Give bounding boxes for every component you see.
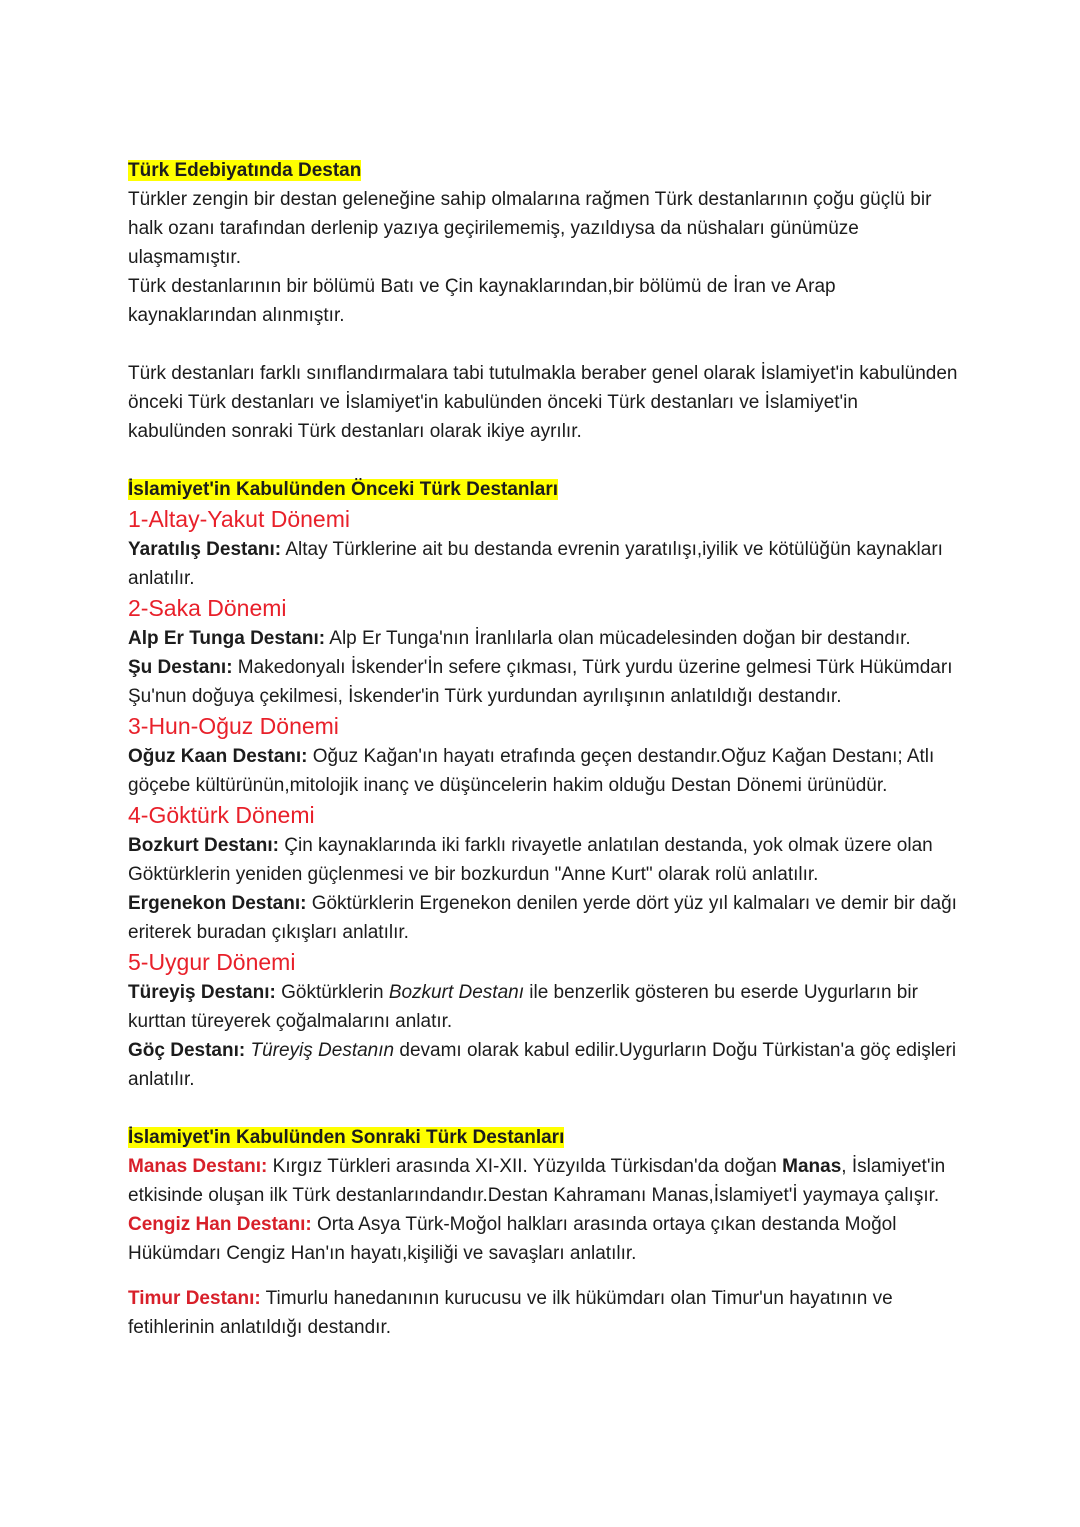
epic-italic-ref: Bozkurt Destanı xyxy=(388,982,524,1003)
epic-ergenekon xyxy=(128,889,958,947)
epic-text: Çin kaynaklarında iki farklı rivayetle anlatılan destanda, yok olmak üzere olan Göktürklerin yeniden güçlenmesi ve bir bozkurdun "Anne Kurt" olarak rolü anlatılır. xyxy=(128,835,933,885)
post-islam-heading: İslamiyet'in Kabulünden Sonraki Türk Destanları xyxy=(128,1127,565,1148)
epic-text: Göktürklerin xyxy=(275,982,389,1003)
intro-paragraph-2: Türk destanlarının bir bölümü Batı ve Çin kaynaklarından,bir bölümü de İran ve Arap kaynaklarından alınmıştır. xyxy=(128,276,836,326)
epic-title: Türeyiş Destanı: xyxy=(128,982,276,1003)
epic-oguz-kaan xyxy=(128,742,958,800)
epic-text: , İslamiyet'in etkisinde oluşan ilk Türk destanlarındandır.Destan Kahramanı Manas,İslamiyet'İ yaymaya çalışır. xyxy=(128,1156,946,1206)
epic-text: Altay Türklerine ait bu destanda evrenin yaratılışı,iyilik ve kötülüğün kaynakları anlatılır. xyxy=(128,539,943,589)
epic-su xyxy=(128,653,958,711)
document-title: Türk Edebiyatında Destan xyxy=(128,160,362,181)
epic-bozkurt xyxy=(128,831,958,889)
epic-title: Alp Er Tunga Destanı: xyxy=(128,628,326,649)
period-heading-gokturk: 4-Göktürk Dönemi xyxy=(128,802,315,828)
epic-title: Timur Destanı: xyxy=(128,1288,261,1309)
intro-paragraph-1: Türkler zengin bir destan geleneğine sahip olmalarına rağmen Türk destanlarının çoğu güçlü bir halk ozanı tarafından derlenip yazıya geçirilememiş, yazıldıysa da nüshaları günümüze ulaşmamıştır. xyxy=(128,189,932,268)
epic-text: Alp Er Tunga'nın İranlılarla olan mücadelesinden doğan bir destandır. xyxy=(325,628,911,649)
epic-title: Yaratılış Destanı: xyxy=(128,539,282,560)
epic-text: Orta Asya Türk-Moğol halkları arasında ortaya çıkan destanda Moğol Hükümdarı Cengiz Han'ın hayatı,kişiliği ve savaşları anlatılır. xyxy=(128,1214,897,1264)
intro-paragraph-3: Türk destanları farklı sınıflandırmalara tabi tutulmakla beraber genel olarak İslamiyet'in kabulünden önceki Türk destanları ve İslamiyet'in kabulünden önceki Türk destanları ve İslamiyet'in kabulünden sonraki Türk destanları olarak ikiye ayrılır. xyxy=(128,363,958,442)
epic-title: Şu Destanı: xyxy=(128,657,233,678)
epic-bold-ref: Manas xyxy=(782,1156,842,1177)
period-heading-hun-oguz: 3-Hun-Oğuz Dönemi xyxy=(128,713,339,739)
epic-tureyis xyxy=(128,978,958,1036)
epic-text: devamı olarak kabul edilir.Uygurların Doğu Türkistan'a göç edişleri anlatılır. xyxy=(128,1040,957,1090)
epic-italic-ref: Türeyiş Destanın xyxy=(250,1040,395,1061)
document-page xyxy=(128,156,958,1342)
epic-title: Bozkurt Destanı: xyxy=(128,835,279,856)
epic-text: Oğuz Kağan'ın hayatı etrafında geçen destandır.Oğuz Kağan Destanı; Atlı göçebe kültürünün,mitolojik inanç ve düşüncelerin hakim olduğu Destan Dönemi ürünüdür. xyxy=(128,746,935,796)
epic-text: Kırgız Türkleri arasında XI-XII. Yüzyılda Türkisdan'da doğan xyxy=(267,1156,783,1177)
epic-title: Göç Destanı: xyxy=(128,1040,246,1061)
period-heading-saka: 2-Saka Dönemi xyxy=(128,595,287,621)
epic-title: Manas Destanı: xyxy=(128,1156,268,1177)
epic-alp-er-tunga xyxy=(128,624,958,653)
epic-text: Timurlu hanedanının kurucusu ve ilk hükümdarı olan Timur'un hayatının ve fetihlerinin anlatıldığı destandır. xyxy=(128,1288,893,1338)
epic-title: Cengiz Han Destanı: xyxy=(128,1214,312,1235)
period-heading-uygur: 5-Uygur Dönemi xyxy=(128,949,296,975)
epic-cengiz-han xyxy=(128,1210,958,1268)
period-heading-altay-yakut: 1-Altay-Yakut Dönemi xyxy=(128,506,350,532)
epic-yaratilis xyxy=(128,535,958,593)
epic-title: Oğuz Kaan Destanı: xyxy=(128,746,308,767)
epic-text: Makedonyalı İskender'İn sefere çıkması, Türk yurdu üzerine gelmesi Türk Hükümdarı Şu'nun doğuya çekilmesi, İskender'in Türk yurdundan ayrılışının anlatıldığı destandır. xyxy=(128,657,953,707)
pre-islam-heading: İslamiyet'in Kabulünden Önceki Türk Destanları xyxy=(128,479,559,500)
epic-title: Ergenekon Destanı: xyxy=(128,893,307,914)
epic-manas xyxy=(128,1152,958,1210)
epic-text: ile benzerlik gösteren bu eserde Uygurların bir kurttan türeyerek çoğalmalarını anlatır. xyxy=(128,982,918,1032)
epic-text: Göktürklerin Ergenekon denilen yerde dört yüz yıl kalmaları ve demir bir dağı eriterek buradan çıkışları anlatılır. xyxy=(128,893,957,943)
epic-timur xyxy=(128,1284,958,1342)
epic-goc xyxy=(128,1036,958,1094)
